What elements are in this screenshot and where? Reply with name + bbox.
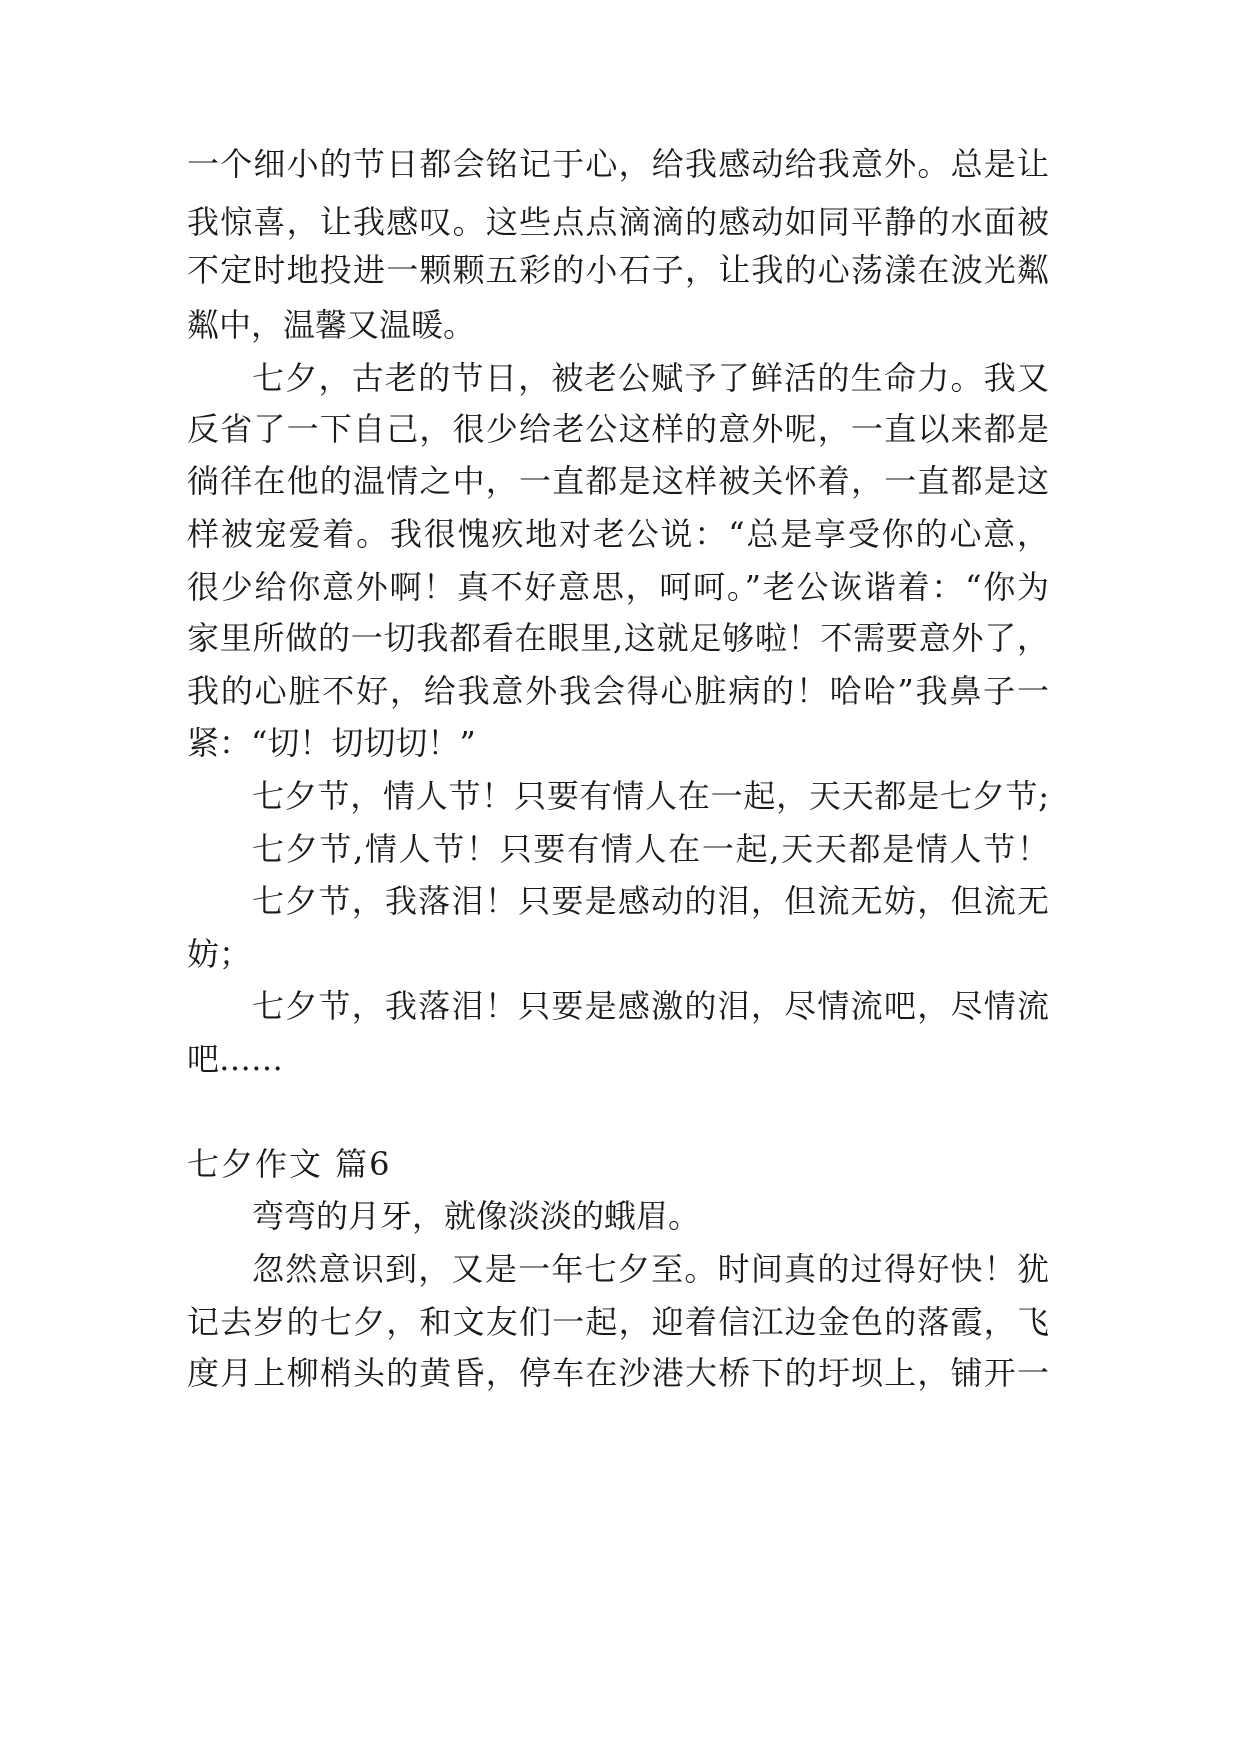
line-text: 七夕节,情人节！只要有情人在一起,天天都是情人节！ [252,830,1049,868]
line-text: 一个细小的节日都会铭记于心，给我感动给我意外。总是让 [187,145,1049,183]
text-line [0,558,1241,616]
paragraph-first-line [0,977,1241,1035]
paragraph-first-line [0,1240,1241,1298]
paragraph-first-line [0,1187,1241,1245]
line-text: 七夕，古老的节日，被老公赋予了鲜活的生命力。我又 [252,359,1049,397]
line-text: 我的心脏不好，给我意外我会得心脏病的！哈哈”我鼻子一 [187,672,1049,710]
paragraph-first-line [0,349,1241,407]
line-text: 七夕节，我落泪！只要是感激的泪，尽情流吧，尽情流 [252,987,1049,1025]
line-text: 反省了一下自己，很少给老公这样的意外呢，一直以来都是 [187,410,1049,448]
line-text: 忽然意识到，又是一年七夕至。时间真的过得好快！犹 [252,1250,1049,1288]
heading-text: 七夕作文 篇6 [187,1145,392,1183]
text-line [0,135,1241,193]
text-line [0,1030,1241,1088]
line-text: 度月上柳梢头的黄昏，停车在沙港大桥下的圩坝上，铺开一 [187,1354,1049,1392]
line-text: 妨； [187,935,252,973]
text-line [0,1344,1241,1402]
line-text: 七夕节，情人节！只要有情人在一起，天天都是七夕节; [252,777,1049,815]
line-text: 粼中，温馨又温暖。 [187,306,476,344]
line-text: 样被宠爱着。我很愧疚地对老公说：“总是享受你的心意， [187,515,1049,553]
line-text: 吧…… [187,1040,284,1078]
text-line [0,400,1241,458]
line-text: 徜徉在他的温情之中，一直都是这样被关怀着，一直都是这 [187,462,1049,500]
text-line [0,714,1241,772]
section-heading [0,1135,1241,1193]
line-text: 不定时地投进一颗颗五彩的小石子，让我的心荡漾在波光粼 [187,251,1049,289]
line-text: 弯弯的月牙，就像淡淡的蛾眉。 [252,1197,701,1235]
paragraph-first-line [0,872,1241,930]
text-line [0,452,1241,510]
paragraph-first-line [0,820,1241,878]
paragraph-first-line [0,767,1241,825]
text-line [0,296,1241,354]
text-line [0,925,1241,983]
text-line [0,241,1241,299]
line-text: 记去岁的七夕，和文友们一起，迎着信江边金色的落霞，飞 [187,1303,1049,1341]
text-line [0,609,1241,667]
line-text: 家里所做的一切我都看在眼里,这就足够啦！不需要意外了， [187,619,1049,657]
line-text: 七夕节，我落泪！只要是感动的泪，但流无妨，但流无 [252,882,1049,920]
line-text: 我惊喜，让我感叹。这些点点滴滴的感动如同平静的水面被 [187,203,1049,241]
text-line [0,1293,1241,1351]
text-line [0,662,1241,720]
text-line [0,505,1241,563]
line-text: 紧：“切！切切切！” [187,724,476,762]
line-text: 很少给你意外啊！真不好意思，呵呵。”老公诙谐着：“你为 [187,568,1049,606]
